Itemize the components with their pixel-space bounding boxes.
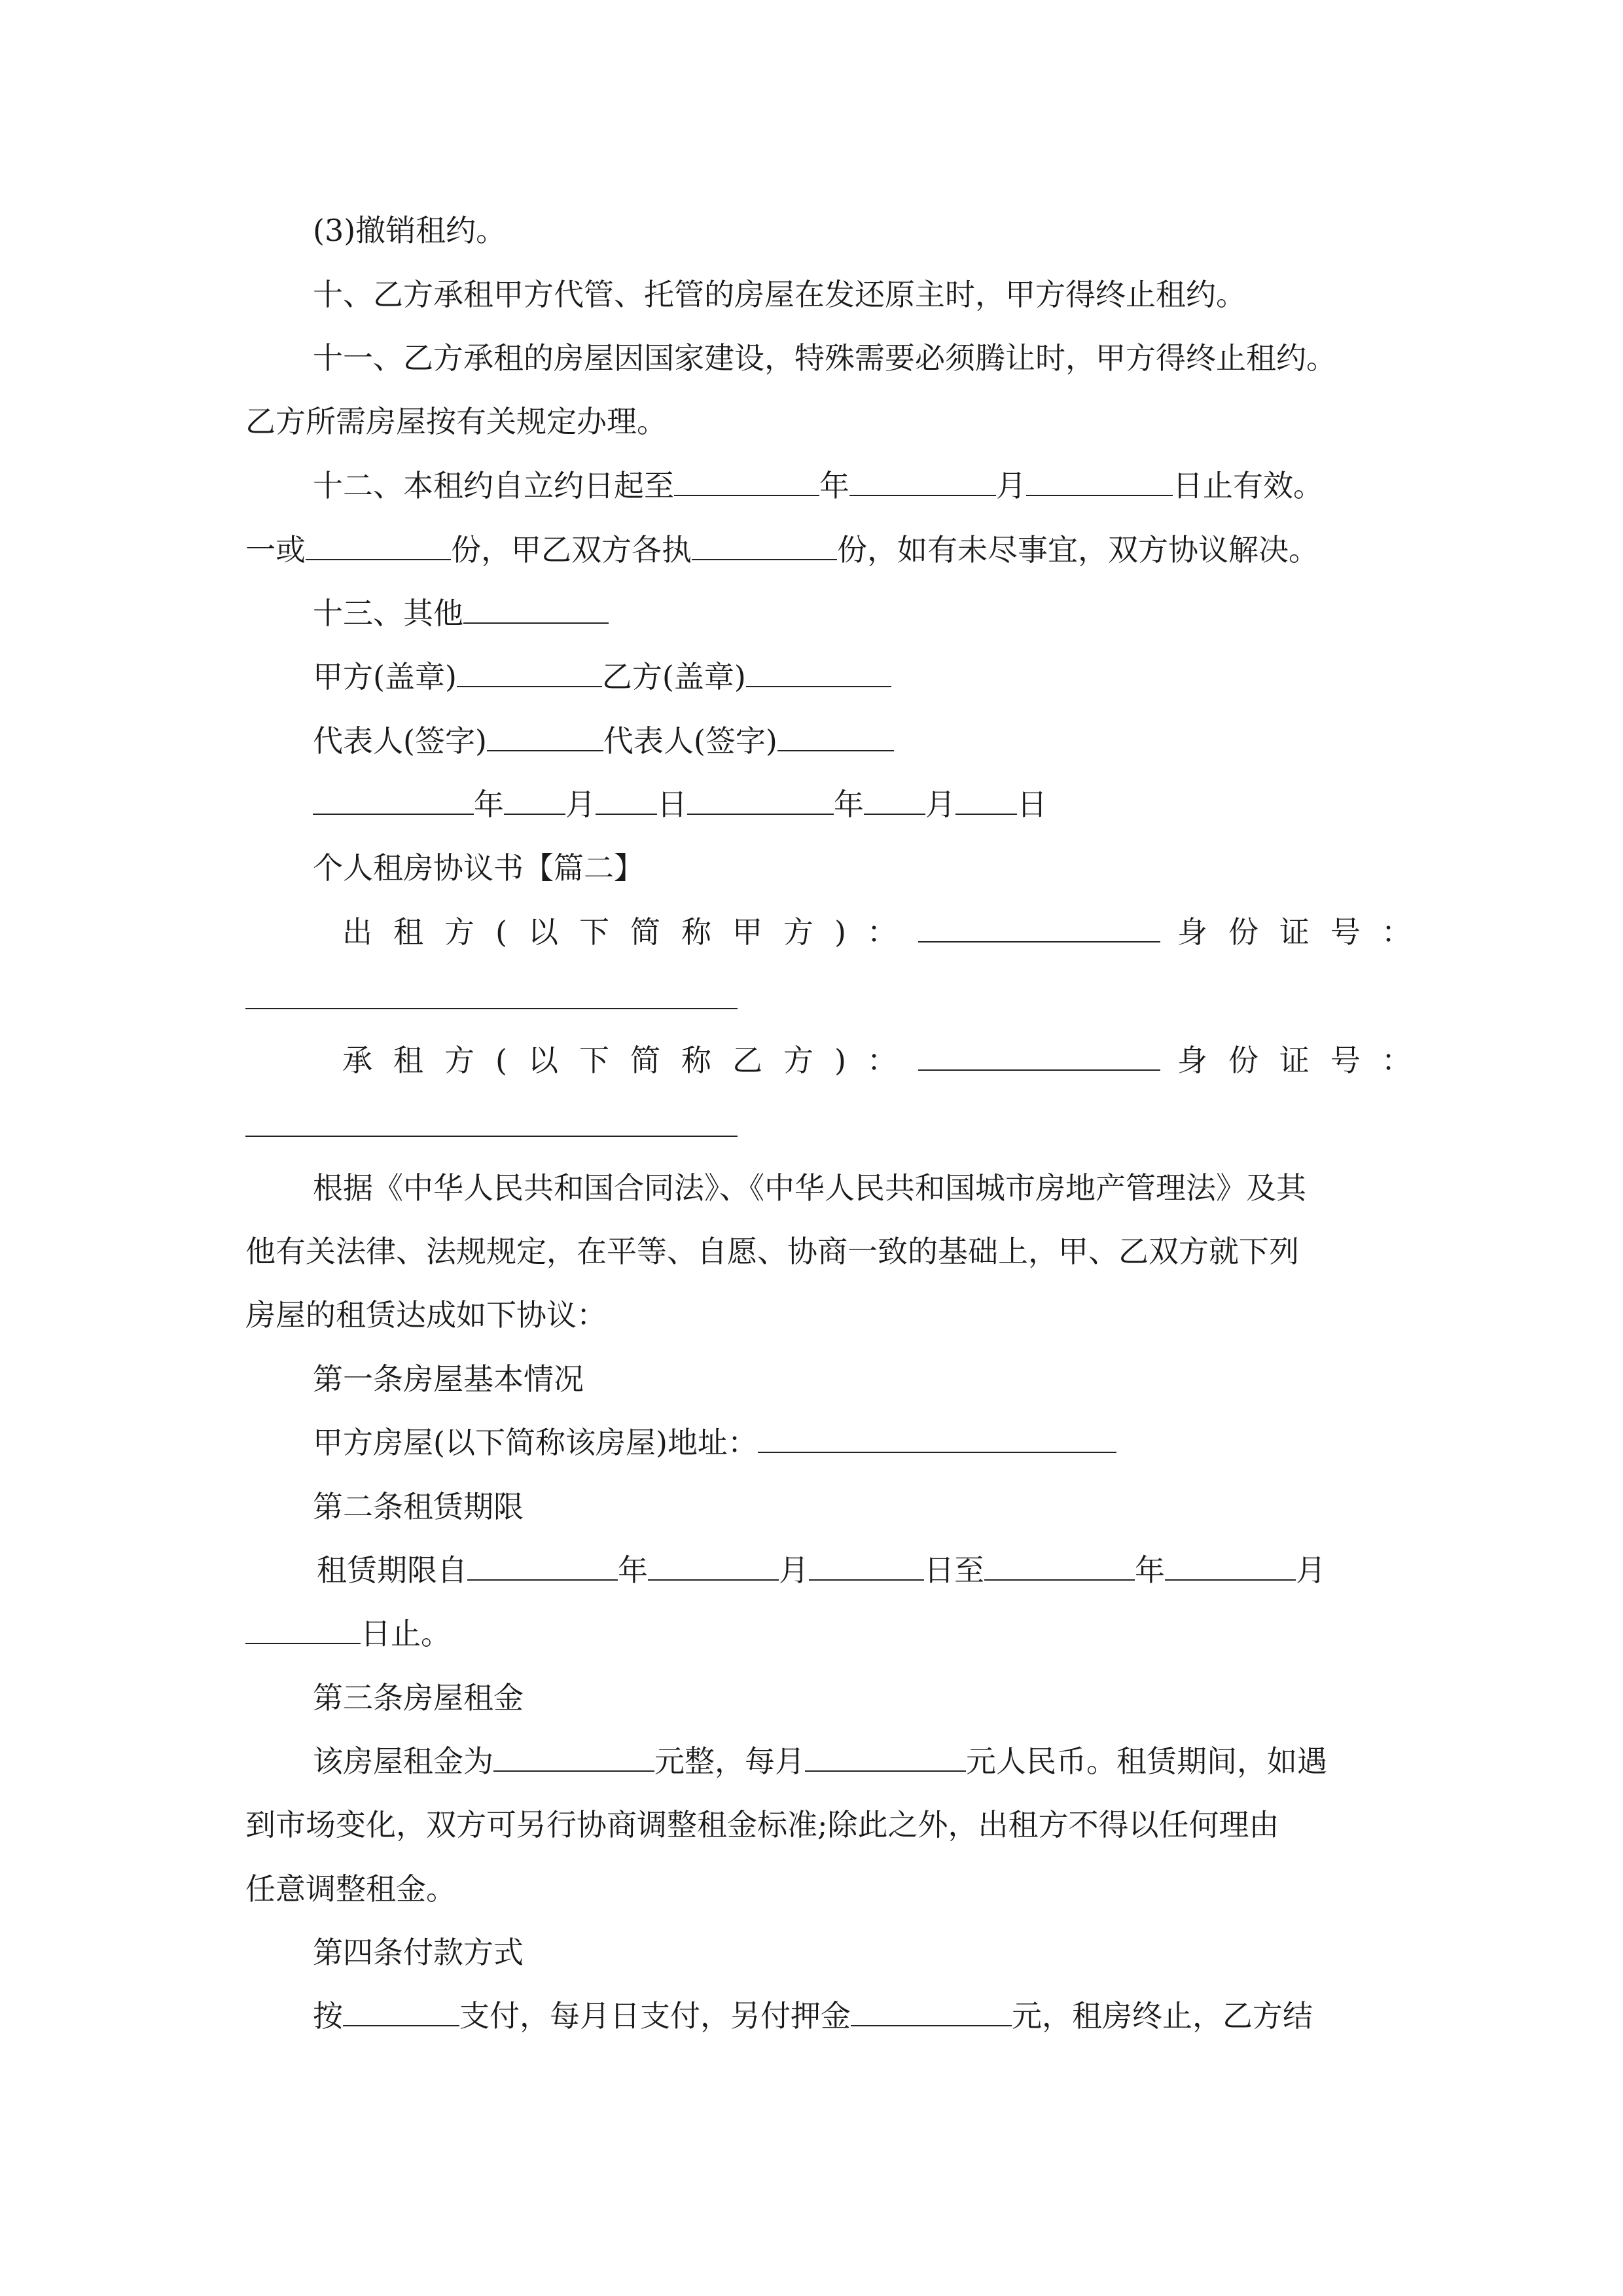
blank-field <box>504 785 565 815</box>
article-heading: 第三条房屋租金 <box>313 1680 524 1715</box>
payment-line <box>313 1995 1313 2037</box>
clause-text: 份，如有未尽事宜，双方协议解决。 <box>837 532 1319 567</box>
clause-text: 十二、本租约自立约日起至 <box>313 468 674 503</box>
clause-text: 份，甲乙双方各执 <box>451 532 692 567</box>
blank-field <box>457 657 602 687</box>
party-b-signature-label: 代表人(签字) <box>603 723 777 759</box>
rent-line <box>313 1740 1327 1782</box>
month-label: 月 <box>1296 1552 1326 1588</box>
clause-text: (3)撤销租约。 <box>313 213 507 248</box>
paragraph-text: 房屋的租赁达成如下协议： <box>245 1297 607 1333</box>
section-title <box>313 847 644 889</box>
blank-field <box>687 785 834 815</box>
blank-field <box>851 1996 1012 2026</box>
blank-field <box>245 1136 738 1137</box>
blank-field <box>805 1742 966 1772</box>
blank-field <box>245 1008 738 1009</box>
blank-field <box>648 1551 779 1581</box>
signature-line <box>313 720 894 762</box>
clause-text: 十、乙方承租甲方代管、托管的房屋在发还原主时，甲方得终止租约。 <box>313 277 1246 312</box>
paragraph-text: 根据《中华人民共和国合同法》、《中华人民共和国城市房地产管理法》及其 <box>313 1170 1306 1206</box>
clause-text: 一或 <box>245 532 306 567</box>
clause-12-cont <box>245 529 1319 571</box>
article-2-heading <box>313 1486 524 1528</box>
month-label: 月 <box>996 468 1026 503</box>
payment-label: 元，租房终止，乙方结 <box>1012 1998 1313 2034</box>
preamble-line <box>313 1167 1306 1209</box>
blank-field <box>313 785 474 815</box>
preamble-line <box>245 1230 1299 1272</box>
clause-text: 乙方所需房屋按有关规定办理。 <box>245 404 667 439</box>
id-number-label: 身份证号： <box>1177 1043 1433 1078</box>
blank-field <box>1165 1551 1296 1581</box>
article-heading: 第一条房屋基本情况 <box>313 1361 584 1397</box>
clause-11 <box>313 337 1336 379</box>
day-label: 日 <box>1017 787 1047 822</box>
article-1-heading <box>313 1358 584 1400</box>
blank-field <box>343 1996 459 2026</box>
payment-label: 支付，每月日支付，另付押金 <box>459 1998 851 2034</box>
id-number-label: 身份证号： <box>1177 914 1433 950</box>
blank-field <box>596 785 657 815</box>
paragraph-text: 他有关法律、法规规定，在平等、自愿、协商一致的基础上，甲、乙双方就下列 <box>245 1234 1299 1269</box>
address-label: 甲方房屋(以下简称该房屋)地址： <box>313 1425 758 1460</box>
lease-term-label: 日止。 <box>361 1616 451 1651</box>
clause-10 <box>313 274 1246 315</box>
blank-field <box>918 1041 1160 1071</box>
year-label: 年 <box>819 468 849 503</box>
paragraph-text: 任意调整租金。 <box>245 1871 456 1907</box>
clause-11-cont <box>245 401 667 442</box>
preamble-line <box>245 1294 607 1336</box>
lessor-line <box>342 911 1433 953</box>
party-a-signature-label: 代表人(签字) <box>313 723 487 759</box>
lease-term-line <box>317 1549 1326 1591</box>
blank-field <box>487 721 603 751</box>
blank-field <box>306 530 451 560</box>
clause-13 <box>313 592 609 634</box>
lessee-line <box>342 1039 1433 1081</box>
year-label: 年 <box>1135 1552 1165 1588</box>
rent-cont <box>245 1868 456 1910</box>
clause-text: 日止有效。 <box>1173 468 1323 503</box>
blank-field <box>674 466 819 496</box>
clause-text: 十三、其他 <box>313 596 463 631</box>
blank-field <box>245 1614 361 1644</box>
party-a-seal-label: 甲方(盖章) <box>313 659 457 694</box>
article-4-heading <box>313 1931 524 1973</box>
month-label: 月 <box>925 787 955 822</box>
blank-field <box>467 1551 618 1581</box>
article-heading: 第四条付款方式 <box>313 1935 524 1970</box>
lease-term-label: 租赁期限自 <box>317 1552 467 1588</box>
blank-field <box>864 785 925 815</box>
article-3-heading <box>313 1677 524 1719</box>
year-label: 年 <box>834 787 864 822</box>
blank-field <box>984 1551 1135 1581</box>
year-label: 年 <box>618 1552 648 1588</box>
lease-term-cont <box>245 1613 451 1655</box>
paragraph-text: 到市场变化，双方可另行协商调整租金标准;除此之外，出租方不得以任何理由 <box>245 1807 1279 1842</box>
lessor-label: 出租方(以下简称甲方)： <box>342 914 918 950</box>
payment-label: 按 <box>313 1998 343 2034</box>
blank-field <box>758 1423 1116 1453</box>
rent-label: 该房屋租金为 <box>313 1744 493 1779</box>
lessee-label: 承租方(以下简称乙方)： <box>342 1043 918 1078</box>
clause-line <box>313 209 506 251</box>
month-label: 月 <box>565 787 596 822</box>
seal-line <box>313 656 891 698</box>
blank-field <box>955 785 1017 815</box>
address-line <box>313 1422 1116 1463</box>
blank-field <box>692 530 837 560</box>
rent-cont <box>245 1804 1279 1846</box>
blank-field <box>918 912 1160 942</box>
clause-12 <box>313 465 1323 507</box>
date-line <box>313 783 1047 825</box>
blank-field <box>1026 466 1173 496</box>
rent-label: 元人民币。租赁期间，如遇 <box>966 1744 1327 1779</box>
section-title-text: 个人租房协议书【篇二】 <box>313 850 644 886</box>
rent-label: 元整，每月 <box>654 1744 805 1779</box>
party-b-seal-label: 乙方(盖章) <box>601 659 746 694</box>
blank-field <box>849 466 996 496</box>
day-label: 日 <box>657 787 687 822</box>
blank-field <box>493 1742 654 1772</box>
clause-text: 十一、乙方承租的房屋因国家建设，特殊需要必须腾让时，甲方得终止租约。 <box>313 340 1336 376</box>
year-label: 年 <box>474 787 504 822</box>
article-heading: 第二条租赁期限 <box>313 1489 524 1524</box>
blank-field <box>777 721 894 751</box>
blank-field <box>463 594 609 624</box>
month-label: 月 <box>779 1552 809 1588</box>
blank-field <box>809 1551 924 1581</box>
lease-term-label: 日至 <box>924 1552 984 1588</box>
blank-field <box>746 657 891 687</box>
